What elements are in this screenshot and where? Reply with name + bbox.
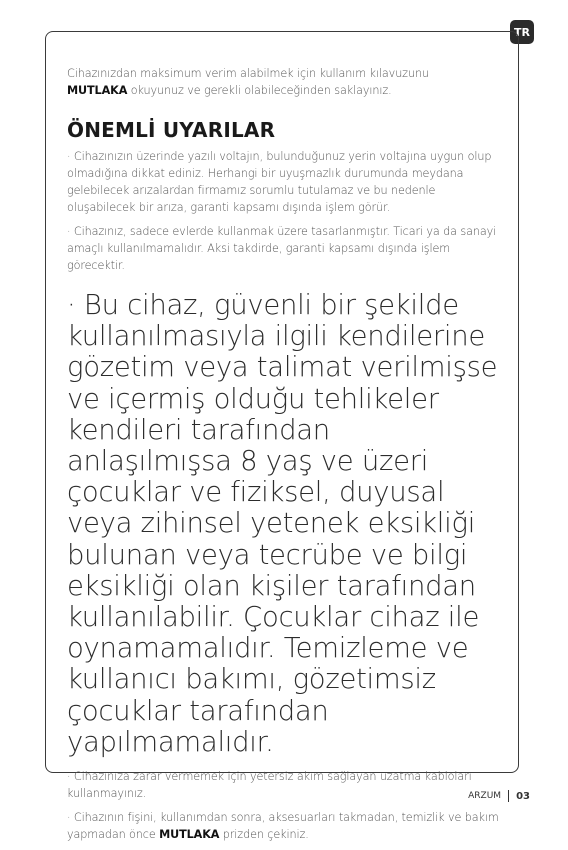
notice-voltage: · Cihazınızın üzerinde yazılı voltajın, bulunduğunuz yerin voltajına uygun olup olmadığına dikkat ediniz. Herhangi bir uyuşmazlık durumunda meydana gelebilecek arızalardan firmamız sorumlu tutulamaz ve bu nedenle oluşabilecek bir arıza, garanti kapsamı dışında işlem görür.	[67, 150, 492, 214]
intro-emphasis: MUTLAKA	[67, 84, 128, 97]
notice-unplug	[67, 809, 499, 843]
brand-name: ARZUM	[468, 791, 502, 801]
intro-paragraph	[67, 65, 499, 99]
intro-text-end: okuyunuz ve gerekli olabileceğinden saklayınız.	[127, 84, 392, 97]
notice-household-use: · Cihazınız, sadece evlerde kullanmak üzere tasarlanmıştır. Ticari ya da sanayi amaçlı kullanılmamalıdır. Aksi takdirde, garanti kapsamı dışında işlem görecektir.	[67, 225, 497, 272]
language-tab: TR	[510, 20, 534, 44]
intro-text-start: Cihazınızdan maksimum verim alabilmek için kullanım kılavuzunu	[67, 67, 429, 80]
unplug-emphasis: MUTLAKA	[159, 828, 220, 842]
notice-extension-cable: · Cihazınıza zarar vermemek için yetersiz akım sağlayan uzatma kabloları kullanmayınız.	[67, 770, 472, 801]
unplug-text-end: prizden çekiniz.	[219, 828, 309, 842]
section-heading: ÖNEMLİ UYARILAR	[67, 118, 276, 142]
page-footer	[468, 790, 530, 802]
page-number: 03	[516, 790, 530, 802]
notice-children-safety: · Bu cihaz, güvenli bir şekilde kullanılmasıyla ilgili kendilerine gözetim veya talimat verilmişse ve içermiş olduğu tehlikeler kendileri tarafından anlaşılmışsa 8 yaş ve üzeri çocuklar ve fiziksel, duyusal veya zihinsel yetenek eksikliği bulunan veya tecrübe ve bilgi eksikliği olan kişiler tarafından kullanılabilir. Çocuklar cihaz ile oynamamalıdır. Temizleme ve kullanıcı bakımı, gözetimsiz çocuklar tarafından yapılmamalıdır.	[67, 289, 498, 758]
footer-divider	[508, 790, 509, 802]
unplug-text-start: · Cihazının fişini, kullanımdan sonra, aksesuarları takmadan, temizlik ve bakım yapmadan önce	[67, 811, 499, 842]
page-content	[67, 65, 502, 850]
